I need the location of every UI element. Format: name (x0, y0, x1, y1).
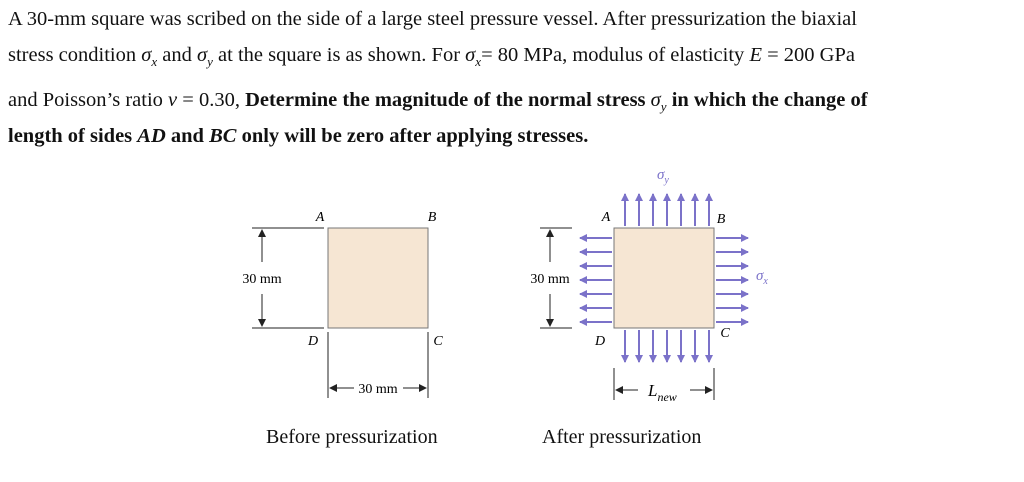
sigma-symbol: σ (465, 44, 476, 66)
text: = 200 GPa (761, 44, 855, 66)
before-label-a: A (315, 210, 325, 225)
after-width-label: $L_{new}$ (648, 381, 677, 404)
caption-after: After pressurization (542, 426, 702, 448)
after-square (614, 228, 714, 328)
before-square (328, 228, 428, 328)
side-bc: BC (209, 125, 237, 147)
before-label-d: D (307, 334, 319, 349)
sigma-symbol: σ (197, 44, 208, 66)
sigma-y-top-arrows (625, 194, 709, 226)
after-diagram (530, 167, 768, 404)
nu-symbol: ν (168, 89, 178, 111)
before-width-label: 30 mm (358, 382, 398, 397)
after-height-label: 30 mm (530, 272, 570, 287)
before-diagram (242, 210, 443, 398)
text: = 0.30, (177, 89, 246, 111)
text: and (157, 44, 198, 66)
text: in which the change of (666, 89, 868, 111)
subscript-x: x (475, 54, 482, 69)
sigma-symbol: σ (141, 44, 152, 66)
sigma-y-bottom-arrows (625, 330, 709, 362)
after-label-c: C (720, 326, 730, 341)
text: only will be zero after applying stresses. (236, 125, 589, 147)
subscript-x: x (151, 54, 158, 69)
before-height-label: 30 mm (242, 272, 282, 287)
text: Determine the magnitude of the normal stress (245, 89, 651, 111)
problem-line-1: A 30-mm square was scribed on the side of a large steel pressure vessel. After pressurization the biaxial (8, 8, 857, 30)
text: = 80 MPa, modulus of elasticity (481, 44, 750, 66)
after-label-a: A (601, 210, 611, 225)
before-label-b: B (427, 210, 437, 225)
text: stress condition (8, 44, 142, 66)
text: and (165, 125, 210, 147)
text: length of sides (8, 125, 138, 147)
subscript-y: y (660, 99, 667, 114)
sigma-x-right-arrows (716, 238, 748, 322)
sigma-x-label: $\sigma_x$ (756, 268, 768, 287)
sigma-symbol: σ (650, 89, 661, 111)
subscript-y: y (207, 54, 213, 69)
sigma-x-left-arrows (580, 238, 612, 322)
modulus-symbol: E (749, 44, 762, 66)
text: and Poisson’s ratio (8, 89, 169, 111)
after-label-d: D (594, 334, 606, 349)
text: at the square is as shown. For (212, 44, 466, 66)
after-label-b: B (716, 212, 726, 227)
side-ad: AD (137, 125, 166, 147)
caption-before: Before pressurization (266, 426, 438, 448)
sigma-y-label: $\sigma_y$ (657, 167, 669, 186)
before-label-c: C (433, 334, 443, 349)
